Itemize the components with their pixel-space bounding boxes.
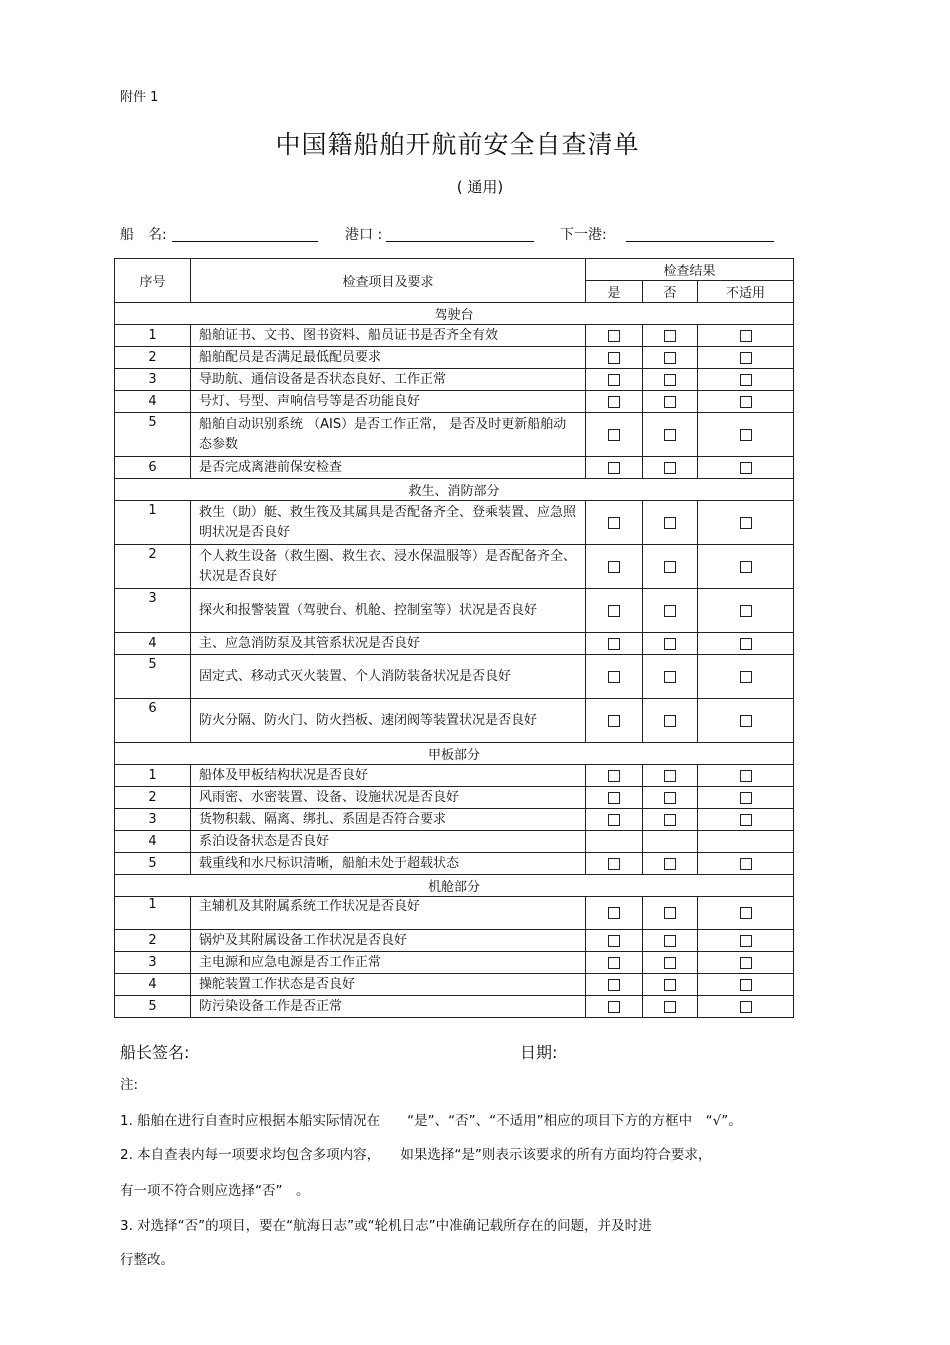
- result-cell-no: [643, 501, 698, 545]
- result-cell-no: [643, 930, 698, 952]
- result-cell-na: [698, 853, 794, 875]
- result-cell-na: [698, 996, 794, 1018]
- checkbox-yes[interactable]: [608, 935, 620, 947]
- checkbox-na[interactable]: [740, 858, 752, 870]
- checkbox-na[interactable]: [740, 1001, 752, 1013]
- result-cell-no: [643, 655, 698, 699]
- table-row: [115, 765, 794, 787]
- result-cell-yes: [586, 325, 643, 347]
- table-row: [115, 391, 794, 413]
- result-cell-no: [643, 897, 698, 930]
- checkbox-no[interactable]: [664, 561, 676, 573]
- checkbox-na[interactable]: [740, 396, 752, 408]
- row-number: 4: [115, 974, 191, 996]
- note-line-5: 行整改。: [120, 1252, 174, 1268]
- result-cell-yes: [586, 457, 643, 479]
- check-item-text: 固定式、移动式灭火装置、个人消防装备状况是否良好: [191, 655, 586, 699]
- checkbox-no[interactable]: [664, 792, 676, 804]
- header-no: 序号: [115, 259, 191, 303]
- header-item: 检查项目及要求: [191, 259, 586, 303]
- checkbox-na[interactable]: [740, 638, 752, 650]
- attachment-label: 附件 1: [120, 90, 159, 105]
- note-line-4: 3. 对选择“否”的项目，要在“航海日志”或“轮机日志”中准确记载所存在的问题，并及时进: [120, 1218, 652, 1234]
- checkbox-yes[interactable]: [608, 517, 620, 529]
- checkbox-na[interactable]: [740, 605, 752, 617]
- table-row: [115, 325, 794, 347]
- section-title: 救生、消防部分: [115, 479, 794, 501]
- result-cell-yes: [586, 633, 643, 655]
- table-row: [115, 545, 794, 589]
- result-cell-no: [643, 809, 698, 831]
- table-row: [115, 853, 794, 875]
- checkbox-no[interactable]: [664, 770, 676, 782]
- note-line-1: 1. 船舶在进行自查时应根据本船实际情况在 “是”、“否”、“不适用”相应的项目下方的方框中 “√”。: [120, 1113, 742, 1129]
- captain-signature-label: 船长签名:: [120, 1043, 190, 1062]
- header-not-applicable: 不适用: [698, 281, 794, 303]
- page-title: 中国籍船舶开航前安全自查清单: [275, 130, 640, 159]
- result-cell-yes: [586, 897, 643, 930]
- checkbox-yes[interactable]: [608, 858, 620, 870]
- table-row: [115, 974, 794, 996]
- row-number: 3: [115, 369, 191, 391]
- table-row: [115, 787, 794, 809]
- check-item-text: 载重线和水尺标识清晰，船舶未处于超载状态: [191, 853, 586, 875]
- table-row: [115, 809, 794, 831]
- row-number: 5: [115, 853, 191, 875]
- checkbox-na[interactable]: [740, 429, 752, 441]
- checkbox-yes[interactable]: [608, 792, 620, 804]
- checkbox-yes[interactable]: [608, 374, 620, 386]
- checkbox-na[interactable]: [740, 517, 752, 529]
- result-cell-na: [698, 930, 794, 952]
- checkbox-na[interactable]: [740, 671, 752, 683]
- checkbox-no[interactable]: [664, 957, 676, 969]
- row-number: 4: [115, 391, 191, 413]
- result-cell-na: [698, 974, 794, 996]
- checkbox-yes[interactable]: [608, 907, 620, 919]
- checkbox-no[interactable]: [664, 715, 676, 727]
- result-cell-yes: [586, 545, 643, 589]
- checkbox-na[interactable]: [740, 792, 752, 804]
- row-number: 1: [115, 501, 191, 545]
- check-item-text: 船舶配员是否满足最低配员要求: [191, 347, 586, 369]
- header-no-option: 否: [643, 281, 698, 303]
- checkbox-no[interactable]: [664, 1001, 676, 1013]
- row-number: 4: [115, 633, 191, 655]
- section-title: 甲板部分: [115, 743, 794, 765]
- row-number: 3: [115, 589, 191, 633]
- check-item-text: 风雨密、水密装置、设备、设施状况是否良好: [191, 787, 586, 809]
- checkbox-na[interactable]: [740, 979, 752, 991]
- result-cell-na: [698, 787, 794, 809]
- result-cell-no: [643, 325, 698, 347]
- table-row: [115, 589, 794, 633]
- section-row: [115, 303, 794, 325]
- check-item-text: 号灯、号型、声响信号等是否功能良好: [191, 391, 586, 413]
- result-cell-no: [643, 457, 698, 479]
- result-cell-no: [643, 787, 698, 809]
- note-line-2: 2. 本自查表内每一项要求均包含多项内容， 如果选择“是”则表示该要求的所有方面均符合要求，: [120, 1147, 712, 1163]
- checkbox-no[interactable]: [664, 517, 676, 529]
- table-row: [115, 347, 794, 369]
- section-title: 机舱部分: [115, 875, 794, 897]
- result-cell-na: [698, 501, 794, 545]
- check-item-text: 船舶证书、文书、图书资料、船员证书是否齐全有效: [191, 325, 586, 347]
- row-number: 2: [115, 930, 191, 952]
- table-row: [115, 952, 794, 974]
- table-row: [115, 831, 794, 853]
- table-row: [115, 699, 794, 743]
- row-number: 4: [115, 831, 191, 853]
- checkbox-yes[interactable]: [608, 715, 620, 727]
- result-cell-yes: [586, 413, 643, 457]
- checkbox-no[interactable]: [664, 462, 676, 474]
- checkbox-no[interactable]: [664, 935, 676, 947]
- table-row: [115, 996, 794, 1018]
- row-number: 2: [115, 787, 191, 809]
- checkbox-na[interactable]: [740, 814, 752, 826]
- checkbox-yes[interactable]: [608, 1001, 620, 1013]
- checkbox-no[interactable]: [664, 671, 676, 683]
- check-item-text: 主、应急消防泵及其管系状况是否良好: [191, 633, 586, 655]
- result-cell-yes: [586, 853, 643, 875]
- checkbox-na[interactable]: [740, 352, 752, 364]
- table-row: [115, 413, 794, 457]
- checkbox-yes[interactable]: [608, 352, 620, 364]
- table-row: [115, 457, 794, 479]
- check-item-text: 系泊设备状态是否良好: [191, 831, 586, 853]
- section-row: [115, 743, 794, 765]
- result-cell-na: [698, 347, 794, 369]
- result-cell-no: [643, 391, 698, 413]
- result-cell-yes: [586, 809, 643, 831]
- check-item-text: 货物积载、隔离、绑扎、系固是否符合要求: [191, 809, 586, 831]
- row-number: 1: [115, 897, 191, 930]
- checklist-table: [114, 258, 794, 1018]
- next-port-field[interactable]: [626, 241, 774, 242]
- checkbox-no[interactable]: [664, 605, 676, 617]
- header-result: 检查结果: [586, 259, 794, 281]
- row-number: 5: [115, 655, 191, 699]
- row-number: 3: [115, 809, 191, 831]
- checkbox-yes[interactable]: [608, 462, 620, 474]
- result-cell-no: [643, 765, 698, 787]
- checkbox-yes[interactable]: [608, 770, 620, 782]
- checkbox-no[interactable]: [664, 352, 676, 364]
- check-item-text: 主电源和应急电源是否工作正常: [191, 952, 586, 974]
- table-row: [115, 930, 794, 952]
- checkbox-yes[interactable]: [608, 638, 620, 650]
- table-row: [115, 369, 794, 391]
- result-cell-no: [643, 545, 698, 589]
- row-number: 2: [115, 545, 191, 589]
- result-cell-na: [698, 457, 794, 479]
- result-cell-na: [698, 699, 794, 743]
- checkbox-yes[interactable]: [608, 814, 620, 826]
- ship-info-line: [120, 224, 800, 246]
- result-cell-na: [698, 831, 794, 853]
- check-item-text: 探火和报警装置（驾驶台、机舱、控制室等）状况是否良好: [191, 589, 586, 633]
- row-number: 1: [115, 765, 191, 787]
- table-row: [115, 633, 794, 655]
- check-item-text: 防火分隔、防火门、防火挡板、速闭阀等装置状况是否良好: [191, 699, 586, 743]
- result-cell-no: [643, 633, 698, 655]
- checkbox-na[interactable]: [740, 374, 752, 386]
- checkbox-no[interactable]: [664, 858, 676, 870]
- check-item-text: 导助航、通信设备是否状态良好、工作正常: [191, 369, 586, 391]
- result-cell-yes: [586, 369, 643, 391]
- checkbox-na[interactable]: [740, 330, 752, 342]
- table-row: [115, 655, 794, 699]
- ship-name-field[interactable]: [172, 241, 318, 242]
- check-item-text: 锅炉及其附属设备工作状况是否良好: [191, 930, 586, 952]
- result-cell-no: [643, 853, 698, 875]
- section-row: [115, 479, 794, 501]
- checkbox-no[interactable]: [664, 638, 676, 650]
- result-cell-na: [698, 391, 794, 413]
- result-cell-yes: [586, 930, 643, 952]
- ship-name-label: 船 名:: [120, 227, 167, 243]
- result-cell-yes: [586, 699, 643, 743]
- checkbox-na[interactable]: [740, 462, 752, 474]
- checkbox-na[interactable]: [740, 907, 752, 919]
- result-cell-na: [698, 952, 794, 974]
- check-item-text: 操舵装置工作状态是否良好: [191, 974, 586, 996]
- row-number: 6: [115, 457, 191, 479]
- check-item-text: 救生（助）艇、救生筏及其属具是否配备齐全、登乘装置、应急照明状况是否良好: [191, 501, 586, 545]
- port-label: 港口 :: [345, 227, 383, 243]
- result-cell-yes: [586, 501, 643, 545]
- result-cell-no: [643, 699, 698, 743]
- check-item-text: 个人救生设备（救生圈、救生衣、浸水保温服等）是否配备齐全、状况是否良好: [191, 545, 586, 589]
- result-cell-yes: [586, 347, 643, 369]
- result-cell-na: [698, 545, 794, 589]
- result-cell-na: [698, 897, 794, 930]
- checkbox-yes[interactable]: [608, 957, 620, 969]
- checkbox-na[interactable]: [740, 957, 752, 969]
- section-row: [115, 875, 794, 897]
- table-row: [115, 897, 794, 930]
- result-cell-na: [698, 765, 794, 787]
- port-field[interactable]: [386, 241, 534, 242]
- header-yes: 是: [586, 281, 643, 303]
- result-cell-na: [698, 589, 794, 633]
- notes-heading: 注:: [120, 1077, 139, 1093]
- checkbox-no[interactable]: [664, 374, 676, 386]
- table-row: [115, 501, 794, 545]
- result-cell-no: [643, 347, 698, 369]
- row-number: 3: [115, 952, 191, 974]
- result-cell-yes: [586, 391, 643, 413]
- checkbox-no[interactable]: [664, 330, 676, 342]
- checkbox-no[interactable]: [664, 979, 676, 991]
- checkbox-yes[interactable]: [608, 605, 620, 617]
- result-cell-yes: [586, 974, 643, 996]
- row-number: 5: [115, 996, 191, 1018]
- date-label: 日期:: [520, 1043, 558, 1062]
- result-cell-no: [643, 974, 698, 996]
- checkbox-na[interactable]: [740, 935, 752, 947]
- section-title: 驾驶台: [115, 303, 794, 325]
- result-cell-na: [698, 325, 794, 347]
- check-item-text: 是否完成离港前保安检查: [191, 457, 586, 479]
- result-cell-yes: [586, 952, 643, 974]
- checkbox-yes[interactable]: [608, 561, 620, 573]
- check-item-text: 主辅机及其附属系统工作状况是否良好: [191, 897, 586, 930]
- checkbox-yes[interactable]: [608, 979, 620, 991]
- result-cell-na: [698, 369, 794, 391]
- result-cell-yes: [586, 787, 643, 809]
- checkbox-no[interactable]: [664, 396, 676, 408]
- checkbox-yes[interactable]: [608, 330, 620, 342]
- result-cell-na: [698, 809, 794, 831]
- checkbox-yes[interactable]: [608, 429, 620, 441]
- check-item-text: 防污染设备工作是否正常: [191, 996, 586, 1018]
- row-number: 2: [115, 347, 191, 369]
- result-cell-na: [698, 633, 794, 655]
- result-cell-no: [643, 413, 698, 457]
- checkbox-na[interactable]: [740, 561, 752, 573]
- checkbox-no[interactable]: [664, 429, 676, 441]
- checkbox-no[interactable]: [664, 814, 676, 826]
- checkbox-na[interactable]: [740, 715, 752, 727]
- checkbox-no[interactable]: [664, 907, 676, 919]
- row-number: 5: [115, 413, 191, 457]
- result-cell-yes: [586, 831, 643, 853]
- checkbox-yes[interactable]: [608, 671, 620, 683]
- result-cell-no: [643, 831, 698, 853]
- row-number: 1: [115, 325, 191, 347]
- result-cell-yes: [586, 765, 643, 787]
- checkbox-na[interactable]: [740, 770, 752, 782]
- result-cell-no: [643, 996, 698, 1018]
- result-cell-no: [643, 589, 698, 633]
- row-number: 6: [115, 699, 191, 743]
- result-cell-yes: [586, 655, 643, 699]
- checkbox-yes[interactable]: [608, 396, 620, 408]
- check-item-text: 船舶自动识别系统 （AIS）是否工作正常， 是否及时更新船舶动态参数: [191, 413, 586, 457]
- result-cell-na: [698, 413, 794, 457]
- result-cell-yes: [586, 589, 643, 633]
- result-cell-no: [643, 369, 698, 391]
- page-subtitle: ( 通用): [456, 178, 504, 196]
- result-cell-yes: [586, 996, 643, 1018]
- next-port-label: 下一港:: [560, 227, 607, 243]
- result-cell-no: [643, 952, 698, 974]
- note-line-3: 有一项不符合则应选择“否” 。: [120, 1183, 310, 1199]
- check-item-text: 船体及甲板结构状况是否良好: [191, 765, 586, 787]
- result-cell-na: [698, 655, 794, 699]
